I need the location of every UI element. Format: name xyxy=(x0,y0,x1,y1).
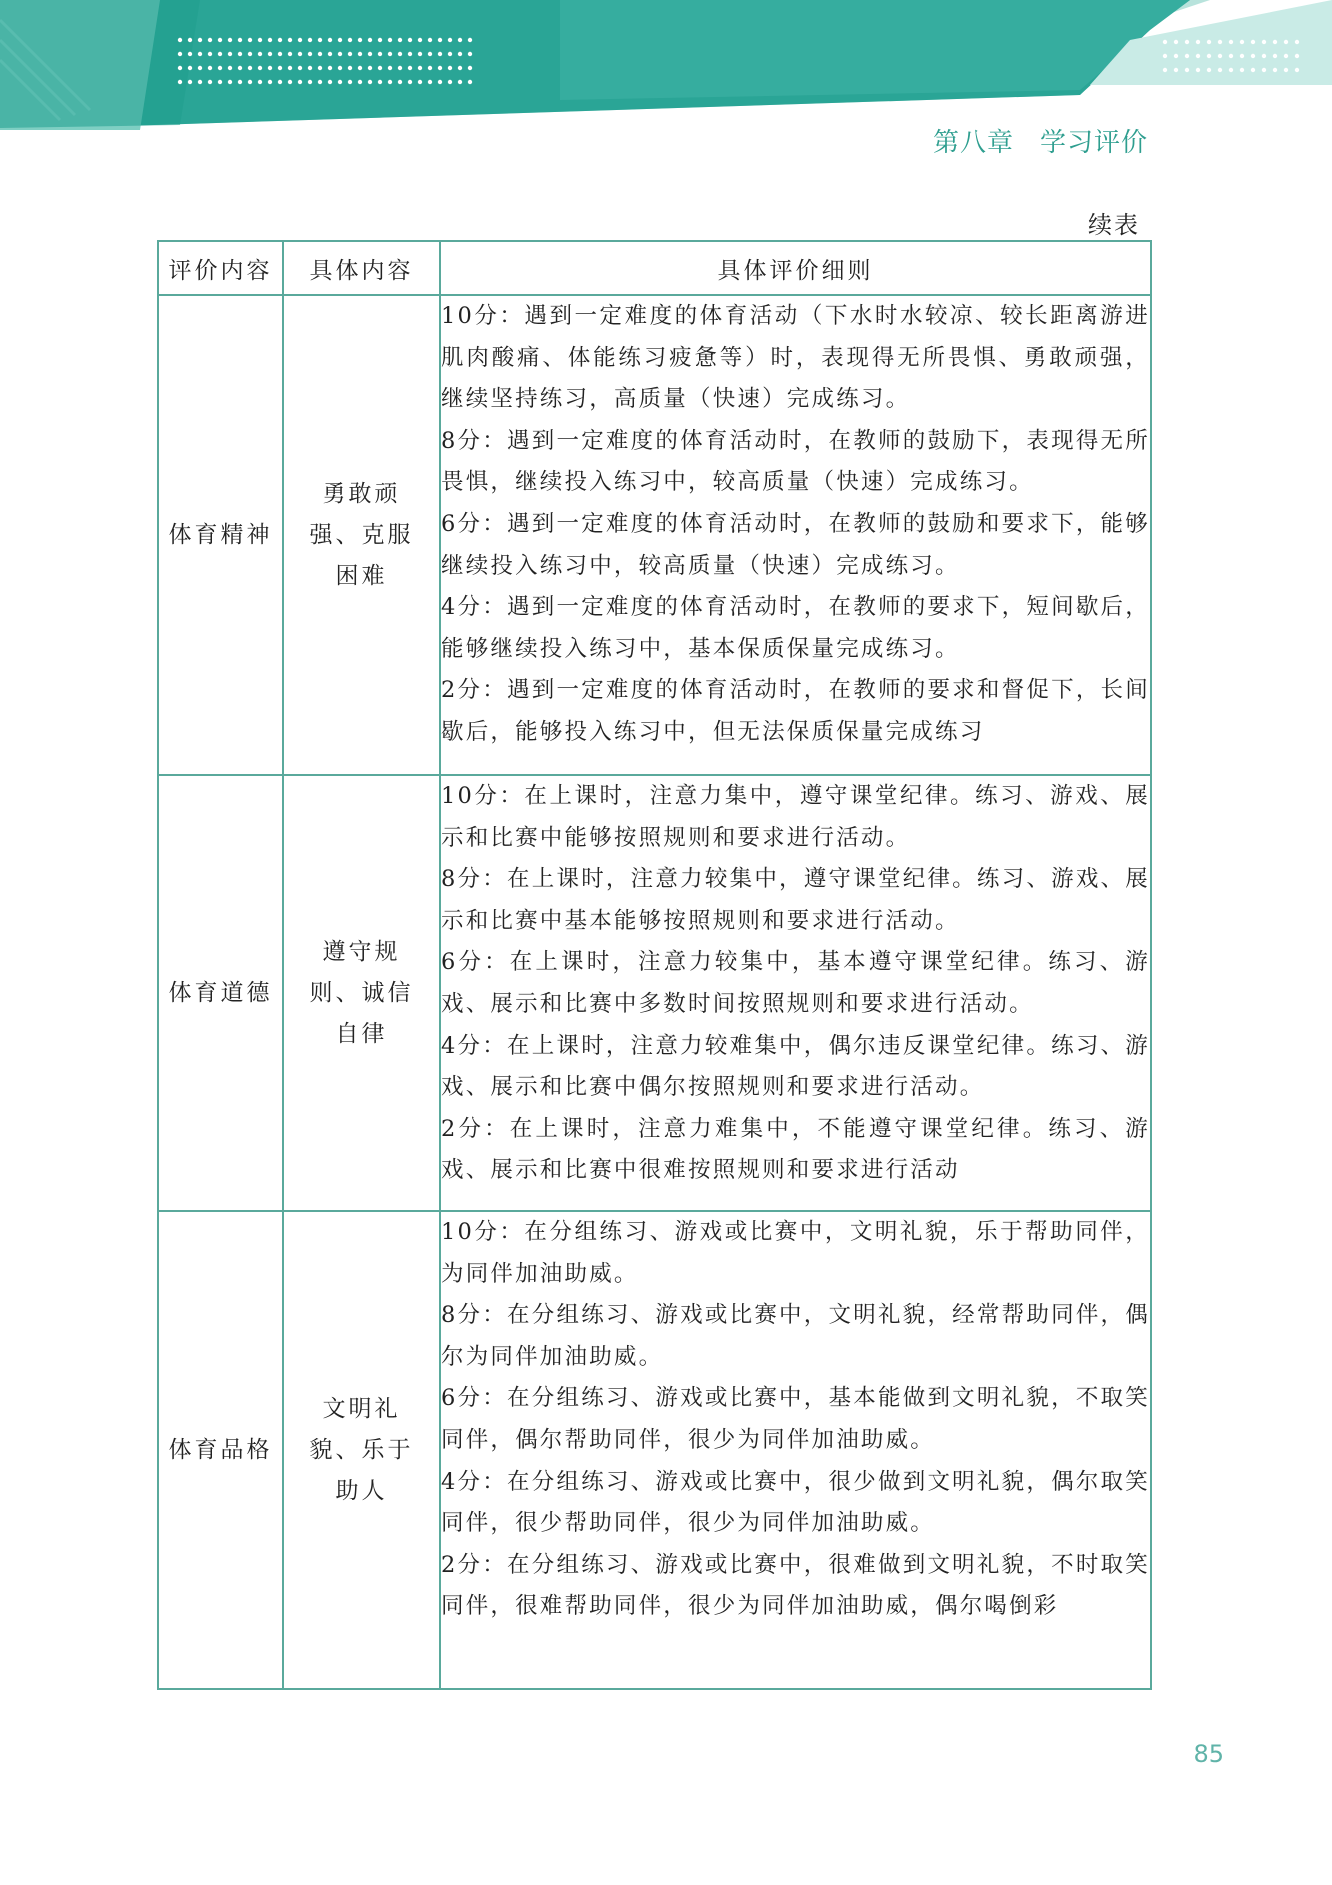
banner-dot xyxy=(338,80,342,84)
banner-dot xyxy=(1218,40,1222,44)
banner-dot xyxy=(458,52,462,56)
banner-dot xyxy=(1262,68,1266,72)
banner-dot xyxy=(408,80,412,84)
banner-dot xyxy=(348,38,352,42)
banner-dot xyxy=(358,80,362,84)
banner-dot xyxy=(258,38,262,42)
banner-dot xyxy=(1295,68,1299,72)
banner-dot xyxy=(438,52,442,56)
banner-dot xyxy=(1273,54,1277,58)
banner-dot xyxy=(278,66,282,70)
banner-dot xyxy=(208,52,212,56)
banner-dot xyxy=(198,66,202,70)
banner-dot xyxy=(1218,54,1222,58)
banner-dot xyxy=(1218,68,1222,72)
banner-dot xyxy=(218,66,222,70)
banner-dot xyxy=(188,80,192,84)
banner-dot xyxy=(368,66,372,70)
banner-dot xyxy=(248,38,252,42)
category-cell: 体育品格 xyxy=(158,1211,283,1689)
banner-dot xyxy=(468,38,472,42)
banner-dot xyxy=(1163,40,1167,44)
banner-dot xyxy=(438,80,442,84)
banner-dot xyxy=(388,38,392,42)
banner-dot xyxy=(1163,54,1167,58)
subcategory-text: 遵守规则、诚信自律 xyxy=(309,938,414,1047)
banner-dot xyxy=(268,38,272,42)
banner-dot xyxy=(418,38,422,42)
score-line: 8分：在分组练习、游戏或比赛中，文明礼貌，经常帮助同伴，偶尔为同伴加油助威。 xyxy=(441,1302,1150,1370)
banner-dot xyxy=(208,66,212,70)
banner-dot xyxy=(418,52,422,56)
banner-dot xyxy=(1240,54,1244,58)
banner-dot xyxy=(468,66,472,70)
category-cell: 体育道德 xyxy=(158,775,283,1211)
banner-dot xyxy=(278,80,282,84)
banner-dot xyxy=(1185,54,1189,58)
banner-dot xyxy=(1163,68,1167,72)
banner-dot xyxy=(298,80,302,84)
banner-dot xyxy=(448,80,452,84)
banner-dot xyxy=(398,66,402,70)
subcategory-text: 勇敢顽强、克服困难 xyxy=(309,480,414,589)
banner-dot xyxy=(188,38,192,42)
banner-dot xyxy=(228,66,232,70)
banner-dot xyxy=(418,80,422,84)
banner-dot xyxy=(1240,68,1244,72)
chapter-title: 学习评价 xyxy=(1039,128,1148,158)
banner-dot xyxy=(358,52,362,56)
subcategory-cell xyxy=(283,1211,440,1689)
banner-dot xyxy=(428,80,432,84)
banner-dot xyxy=(178,80,182,84)
banner-dot xyxy=(1196,68,1200,72)
banner-dot xyxy=(1229,40,1233,44)
score-line: 4分：在分组练习、游戏或比赛中，很少做到文明礼貌，偶尔取笑同伴，很少帮助同伴，很少为同伴加油助威。 xyxy=(441,1468,1150,1537)
banner-dot xyxy=(1207,54,1211,58)
banner-dot xyxy=(1196,40,1200,44)
banner-dot xyxy=(288,66,292,70)
banner-dot xyxy=(338,66,342,70)
banner-dot xyxy=(238,80,242,84)
score-line: 10分：在上课时，注意力集中，遵守课堂纪律。练习、游戏、展示和比赛中能够按照规则和要求进行活动。 xyxy=(441,783,1150,851)
banner-dot xyxy=(1284,54,1288,58)
table-row xyxy=(158,295,1151,775)
banner-dot xyxy=(418,66,422,70)
banner-dot xyxy=(1273,40,1277,44)
banner-dot xyxy=(1185,40,1189,44)
details-cell xyxy=(440,295,1151,775)
banner-dot xyxy=(348,80,352,84)
banner-dot xyxy=(238,52,242,56)
banner-dot xyxy=(1174,40,1178,44)
banner-dot xyxy=(1251,40,1255,44)
score-line: 8分：遇到一定难度的体育活动时，在教师的鼓励下，表现得无所畏惧，继续投入练习中，较高质量（快速）完成练习。 xyxy=(441,427,1150,496)
banner-dot xyxy=(1262,40,1266,44)
subcategory-cell xyxy=(283,775,440,1211)
banner-dot xyxy=(268,66,272,70)
banner-dot xyxy=(1207,40,1211,44)
banner-dot xyxy=(308,80,312,84)
banner-dot xyxy=(248,66,252,70)
banner-dot xyxy=(188,52,192,56)
banner-dot xyxy=(378,52,382,56)
banner-dot xyxy=(1251,54,1255,58)
banner-dot xyxy=(408,66,412,70)
banner-dot xyxy=(1284,68,1288,72)
table-row xyxy=(158,775,1151,1211)
banner-dot xyxy=(398,52,402,56)
banner-dot xyxy=(448,38,452,42)
banner-dot xyxy=(288,80,292,84)
banner-dot xyxy=(1273,68,1277,72)
banner-dot xyxy=(258,80,262,84)
banner-dot xyxy=(308,38,312,42)
banner-dot xyxy=(1174,54,1178,58)
banner-dot xyxy=(468,80,472,84)
banner-dot xyxy=(318,52,322,56)
banner-dot xyxy=(348,52,352,56)
continuation-label: 续表 xyxy=(1088,211,1140,239)
banner-dot xyxy=(298,38,302,42)
table-row xyxy=(158,1211,1151,1689)
category-cell: 体育精神 xyxy=(158,295,283,775)
banner-dot xyxy=(258,66,262,70)
banner-dot xyxy=(278,52,282,56)
banner-dot xyxy=(428,38,432,42)
subcategory-cell xyxy=(283,295,440,775)
banner-dot xyxy=(338,38,342,42)
evaluation-table xyxy=(157,240,1152,1690)
score-line: 6分：在分组练习、游戏或比赛中，基本能做到文明礼貌，不取笑同伴，偶尔帮助同伴，很少为同伴加油助威。 xyxy=(441,1385,1150,1453)
banner-dot xyxy=(218,80,222,84)
banner-dot xyxy=(1295,54,1299,58)
score-line: 2分：在上课时，注意力难集中，不能遵守课堂纪律。练习、游戏、展示和比赛中很难按照规则和要求进行活动 xyxy=(441,1115,1150,1184)
score-line: 2分：在分组练习、游戏或比赛中，很难做到文明礼貌，不时取笑同伴，很难帮助同伴，很少为同伴加油助威，偶尔喝倒彩 xyxy=(441,1551,1150,1620)
banner-dot xyxy=(198,52,202,56)
banner-dot xyxy=(318,66,322,70)
banner-dot xyxy=(448,66,452,70)
banner-dot xyxy=(358,66,362,70)
banner-dot xyxy=(308,52,312,56)
banner-dot xyxy=(378,66,382,70)
header-banner xyxy=(0,0,1332,140)
chapter-number: 第八章 xyxy=(932,128,1014,158)
subcategory-text: 文明礼貌、乐于助人 xyxy=(309,1395,414,1504)
page-number: 85 xyxy=(1193,1740,1224,1768)
table-header-row xyxy=(158,241,1151,295)
banner-dot xyxy=(328,38,332,42)
score-line: 4分：在上课时，注意力较难集中，偶尔违反课堂纪律。练习、游戏、展示和比赛中偶尔按照规则和要求进行活动。 xyxy=(441,1032,1150,1101)
banner-dot xyxy=(328,80,332,84)
banner-dot xyxy=(468,52,472,56)
banner-dot xyxy=(368,52,372,56)
score-line: 10分：遇到一定难度的体育活动（下水时水较凉、较长距离游进肌肉酸痛、体能练习疲惫等）时，表现得无所畏惧、勇敢顽强，继续坚持练习，高质量（快速）完成练习。 xyxy=(441,303,1150,413)
banner-dot xyxy=(178,38,182,42)
banner-dot xyxy=(278,38,282,42)
banner-dot xyxy=(198,38,202,42)
banner-dot xyxy=(248,52,252,56)
banner-dot xyxy=(388,80,392,84)
banner-dot xyxy=(338,52,342,56)
score-line: 6分：遇到一定难度的体育活动时，在教师的鼓励和要求下，能够继续投入练习中，较高质量（快速）完成练习。 xyxy=(441,510,1150,579)
banner-dot xyxy=(428,52,432,56)
banner-dot xyxy=(1251,68,1255,72)
banner-dot xyxy=(208,80,212,84)
banner-dot xyxy=(438,66,442,70)
banner-dot xyxy=(238,38,242,42)
banner-dot xyxy=(198,80,202,84)
banner-dot xyxy=(248,80,252,84)
banner-dot xyxy=(318,38,322,42)
header-evaluation-details: 具体评价细则 xyxy=(440,241,1151,295)
banner-dot xyxy=(208,38,212,42)
banner-dot xyxy=(238,66,242,70)
score-line: 8分：在上课时，注意力较集中，遵守课堂纪律。练习、游戏、展示和比赛中基本能够按照规则和要求进行活动。 xyxy=(441,866,1150,934)
banner-dot xyxy=(1207,68,1211,72)
banner-dot xyxy=(218,38,222,42)
banner-dot xyxy=(408,52,412,56)
banner-dot xyxy=(298,66,302,70)
banner-dot xyxy=(1229,54,1233,58)
score-line: 10分：在分组练习、游戏或比赛中，文明礼貌，乐于帮助同伴，为同伴加油助威。 xyxy=(441,1219,1150,1287)
score-line: 2分：遇到一定难度的体育活动时，在教师的要求和督促下，长间歇后，能够投入练习中，但无法保质保量完成练习 xyxy=(441,677,1150,745)
banner-dot xyxy=(308,66,312,70)
banner-dot xyxy=(1229,68,1233,72)
banner-dot xyxy=(288,38,292,42)
details-cell xyxy=(440,1211,1151,1689)
banner-dot xyxy=(438,38,442,42)
banner-dot xyxy=(388,52,392,56)
details-cell xyxy=(440,775,1151,1211)
banner-dot xyxy=(1185,68,1189,72)
score-line: 4分：遇到一定难度的体育活动时，在教师的要求下，短间歇后，能够继续投入练习中，基本保质保量完成练习。 xyxy=(441,594,1150,662)
banner-dot xyxy=(178,66,182,70)
banner-dot xyxy=(458,38,462,42)
banner-dot xyxy=(408,38,412,42)
score-line: 6分：在上课时，注意力较集中，基本遵守课堂纪律。练习、游戏、展示和比赛中多数时间按照规则和要求进行活动。 xyxy=(441,949,1150,1017)
chapter-heading xyxy=(933,122,1148,159)
banner-dot xyxy=(228,52,232,56)
banner-dot xyxy=(318,80,322,84)
banner-dot xyxy=(228,80,232,84)
banner-dot xyxy=(388,66,392,70)
banner-dot xyxy=(1295,40,1299,44)
banner-dot xyxy=(328,52,332,56)
banner-dot xyxy=(358,38,362,42)
banner-dot xyxy=(458,66,462,70)
header-evaluation-content: 评价内容 xyxy=(158,241,283,295)
banner-dot xyxy=(378,80,382,84)
banner-dot xyxy=(188,66,192,70)
banner-dot xyxy=(448,52,452,56)
banner-dot xyxy=(348,66,352,70)
banner-dot xyxy=(1196,54,1200,58)
banner-dot xyxy=(1174,68,1178,72)
banner-dot xyxy=(1240,40,1244,44)
banner-dot xyxy=(268,80,272,84)
banner-dot xyxy=(228,38,232,42)
banner-dot xyxy=(268,52,272,56)
banner-dot xyxy=(298,52,302,56)
banner-dot xyxy=(178,52,182,56)
banner-dot xyxy=(288,52,292,56)
banner-dot xyxy=(398,80,402,84)
banner-dot xyxy=(328,66,332,70)
banner-dot xyxy=(368,38,372,42)
header-specific-content: 具体内容 xyxy=(283,241,440,295)
banner-dot xyxy=(1284,40,1288,44)
banner-dot xyxy=(218,52,222,56)
banner-dot xyxy=(1262,54,1266,58)
banner-dot xyxy=(368,80,372,84)
banner-dot xyxy=(428,66,432,70)
banner-dot xyxy=(378,38,382,42)
banner-dot xyxy=(258,52,262,56)
banner-dot xyxy=(458,80,462,84)
banner-dot xyxy=(398,38,402,42)
